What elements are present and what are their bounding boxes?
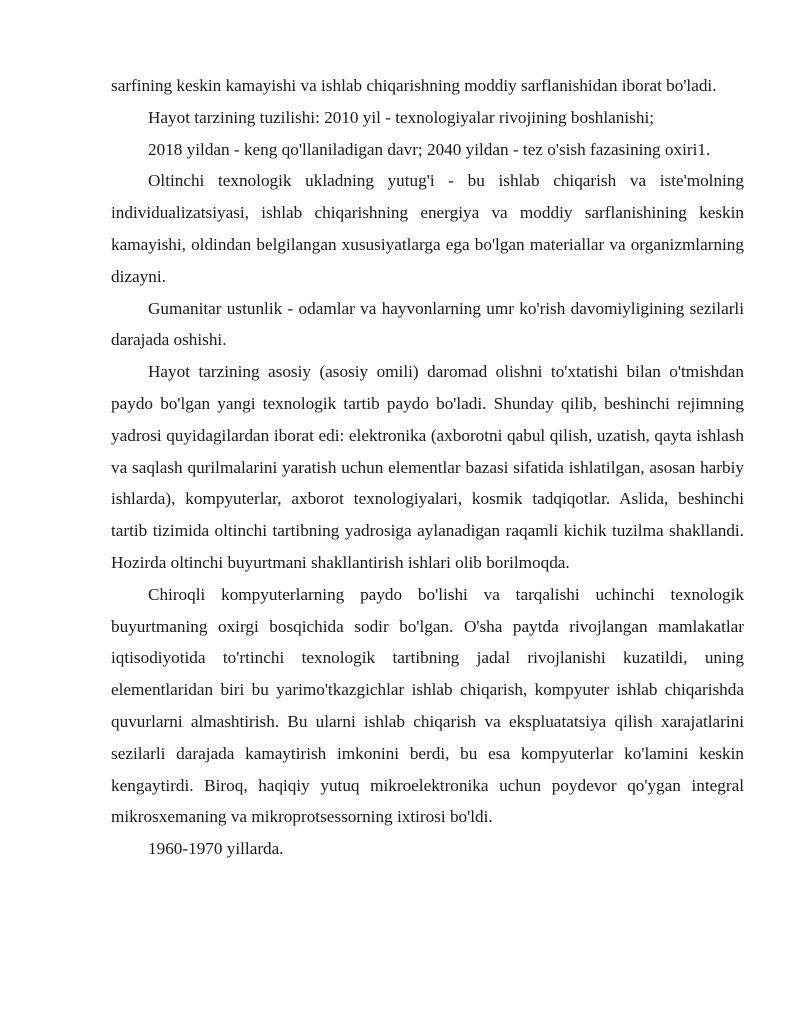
paragraph-1: sarfining keskin kamayishi va ishlab chiqarishning moddiy sarflanishidan iborat bo'ladi.	[111, 76, 717, 95]
paragraph-2: Hayot tarzining tuzilishi: 2010 yil - texnologiyalar rivojining boshlanishi;	[148, 107, 655, 127]
document-page	[111, 70, 744, 865]
paragraph-6: Hayot tarzining asosiy (asosiy omili) daromad olishni to'xtatishi bilan o'tmishdan paydo bo'lgan yangi texnologik tartib paydo bo'ladi. Shunday qilib, beshinchi rejimning yadrosi quyidagilardan iborat edi: elektronika (axborotni qabul qilish, uzatish, qayta ishlash va saqlash qurilmalarini yaratish uchun elementlar bazasi sifatida ishlatilgan, asosan harbiy ishlarda), kompyuterlar, axborot texnologiyalari, kosmik tadqiqotlar. Aslida, beshinchi tartib tizimida oltinchi tartibning yadrosiga aylanadigan raqamli kichik tuzilma shakllandi. Hozirda oltinchi buyurtmani shakllantirish ishlari olib borilmoqda.	[111, 362, 744, 572]
paragraph-4: Oltinchi texnologik ukladning yutug'i - bu ishlab chiqarish va iste'molning individualizatsiyasi, ishlab chiqarishning energiya va moddiy sarflanishining keskin kamayishi, oldindan belgilangan xususiyatlarga ega bo'lgan materiallar va organizmlarning dizayni.	[111, 171, 744, 286]
paragraph-8: 1960-1970 yillarda.	[148, 839, 284, 859]
paragraph-5: Gumanitar ustunlik - odamlar va hayvonlarning umr ko'rish davomiyligining sezilarli darajada oshishi.	[111, 298, 744, 350]
paragraph-7: Chiroqli kompyuterlarning paydo bo'lishi va tarqalishi uchinchi texnologik buyurtmaning oxirgi bosqichida sodir bo'lgan. O'sha paytda rivojlangan mamlakatlar iqtisodiyotida to'rtinchi texnologik tartibning jadal rivojlanishi kuzatildi, uning elementlaridan biri bu yarimo'tkazgichlar ishlab chiqarish, kompyuter ishlab chiqarishda quvurlarni almashtirish. Bu ularni ishlab chiqarish va ekspluatatsiya qilish xarajatlarini sezilarli darajada kamaytirish imkonini berdi, bu esa kompyuterlar ko'lamini keskin kengaytirdi. Biroq, haqiqiy yutuq mikroelektronika uchun poydevor qo'ygan integral mikrosxemaning va mikroprotsessorning ixtirosi bo'ldi.	[111, 584, 744, 827]
paragraph-3: 2018 yildan - keng qo'llaniladigan davr; 2040 yildan - tez o'sish fazasining oxiri1.	[148, 139, 711, 159]
